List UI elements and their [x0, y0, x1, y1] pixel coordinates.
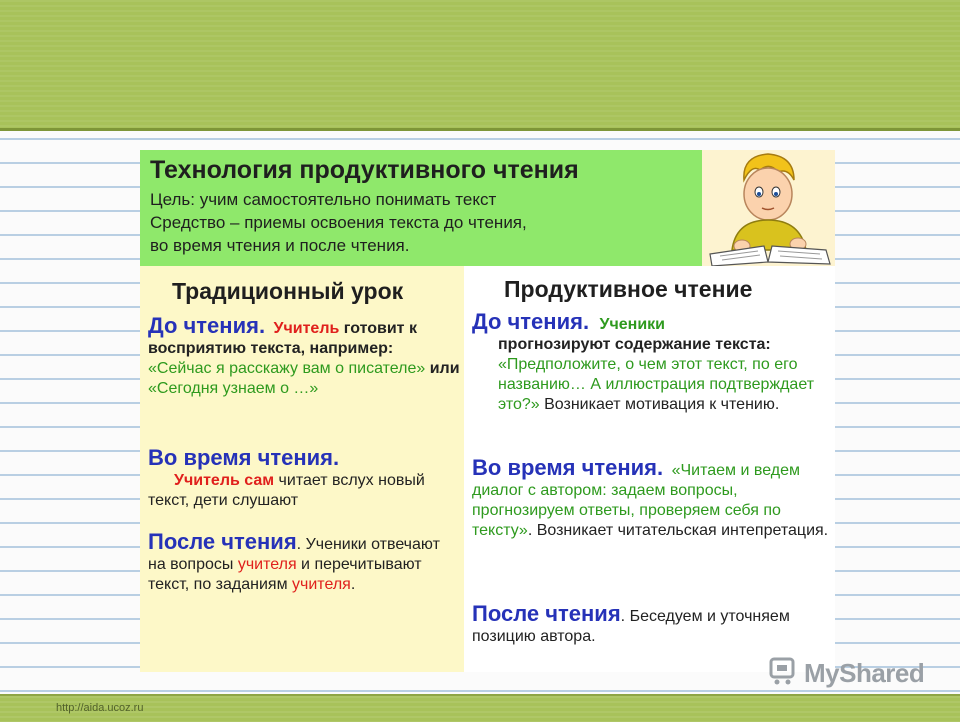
means-text-continued: во время чтения и после чтения. — [150, 236, 410, 255]
traditional-lesson-title: Традиционный урок — [172, 278, 404, 304]
slide-header — [140, 150, 702, 266]
top-decorative-bar — [0, 0, 960, 131]
actor-label: Ученики — [599, 316, 665, 333]
traditional-before-reading: До чтения. Учитель готовит к восприятию текста, например: «Сейчас я расскажу вам о писателе» или «Сегодня узнаем о …» — [148, 313, 460, 397]
goal-text: Цель: учим самостоятельно понимать текст — [150, 190, 497, 209]
productive-during-reading: Во время чтения. «Читаем и ведем диалог с автором: задаем вопросы, прогнозируем ответы, проверяем себя по тексту». Возникает читательская интепретация. — [472, 455, 829, 539]
traditional-after-reading: После чтения. Ученики отвечают на вопросы учителя и перечитывают текст, по заданиям учителя. — [148, 529, 440, 593]
example-quote: «Сейчас я расскажу вам о писателе» — [148, 360, 426, 377]
productive-reading-column — [464, 266, 835, 672]
bottom-decorative-bar — [0, 694, 960, 722]
section-heading: До чтения — [472, 309, 583, 334]
traditional-during-reading: Во время чтения. Учитель сам читает вслух новый текст, дети слушают — [148, 445, 425, 509]
means-text: Средство – приемы освоения текста до чтения, — [150, 213, 527, 232]
footer-url: http://aida.ucoz.ru — [56, 702, 144, 714]
cart-icon — [768, 657, 798, 690]
productive-before-reading: До чтения. Ученики прогнозируют содержание текста: «Предположите, о чем этот текст, по его названию… А иллюстрация подтверждает это?» Возникает мотивация к чтению. — [472, 309, 815, 413]
example-quote: «Предположите, о чем этот текст, по его названию… А иллюстрация подтверждает это?» — [498, 356, 815, 413]
myshared-logo — [768, 656, 928, 690]
reading-boy-illustration — [702, 150, 835, 266]
traditional-lesson-column — [140, 266, 464, 672]
example-quote: «Читаем и ведем диалог с автором: задаем вопросы, прогнозируем ответы, проверяем себя по тексту» — [472, 462, 800, 539]
actor-label: Учитель сам — [174, 472, 275, 489]
productive-after-reading: После чтения. Беседуем и уточняем позицию автора. — [472, 601, 790, 645]
section-heading: Во время чтения — [472, 455, 658, 480]
productive-reading-title: Продуктивное чтение — [504, 276, 753, 302]
section-heading: После чтения — [148, 529, 297, 554]
actor-label: Учитель — [273, 320, 340, 337]
section-heading: До чтения — [148, 313, 259, 338]
section-heading: Во время чтения — [148, 445, 334, 470]
example-quote: «Сегодня узнаем о …» — [148, 380, 319, 397]
slide-title: Технология продуктивного чтения — [150, 156, 579, 184]
logo-text: MyShared — [804, 657, 925, 688]
section-heading: После чтения — [472, 601, 621, 626]
